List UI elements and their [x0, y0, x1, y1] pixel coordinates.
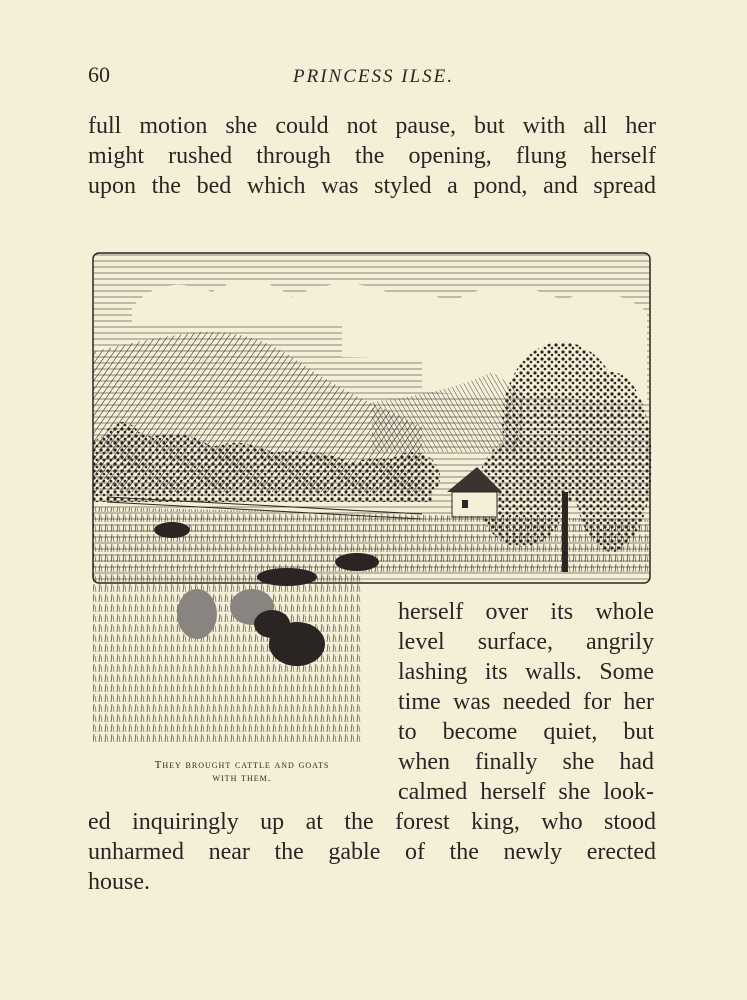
text-line: full motion she could not pause, but with all her: [88, 113, 656, 139]
text-line: level surface, angrily: [398, 629, 654, 655]
text-line: might rushed through the opening, flung herself: [88, 143, 656, 169]
caption-line: with them.: [212, 772, 272, 784]
running-title: PRINCESS ILSE.: [293, 66, 454, 87]
text-line: ed inquiringly up at the forest king, who stood: [88, 809, 656, 835]
text-line: upon the bed which was styled a pond, and spread: [88, 173, 656, 199]
text-line: when finally she had: [398, 749, 654, 775]
text-line: house.: [88, 869, 150, 895]
page-number: 60: [88, 62, 110, 87]
illustration-caption: [96, 759, 388, 785]
text-line: herself over its whole: [398, 599, 654, 625]
text-line: unharmed near the gable of the newly erected: [88, 839, 656, 865]
caption-line: They brought cattle and goats: [154, 759, 330, 771]
text-line: time was needed for her: [398, 689, 654, 715]
text-line: to become quiet, but: [398, 719, 654, 745]
text-line: lashing its walls. Some: [398, 659, 654, 685]
page-header: [88, 62, 656, 92]
text-line: calmed herself she look-: [398, 779, 654, 805]
